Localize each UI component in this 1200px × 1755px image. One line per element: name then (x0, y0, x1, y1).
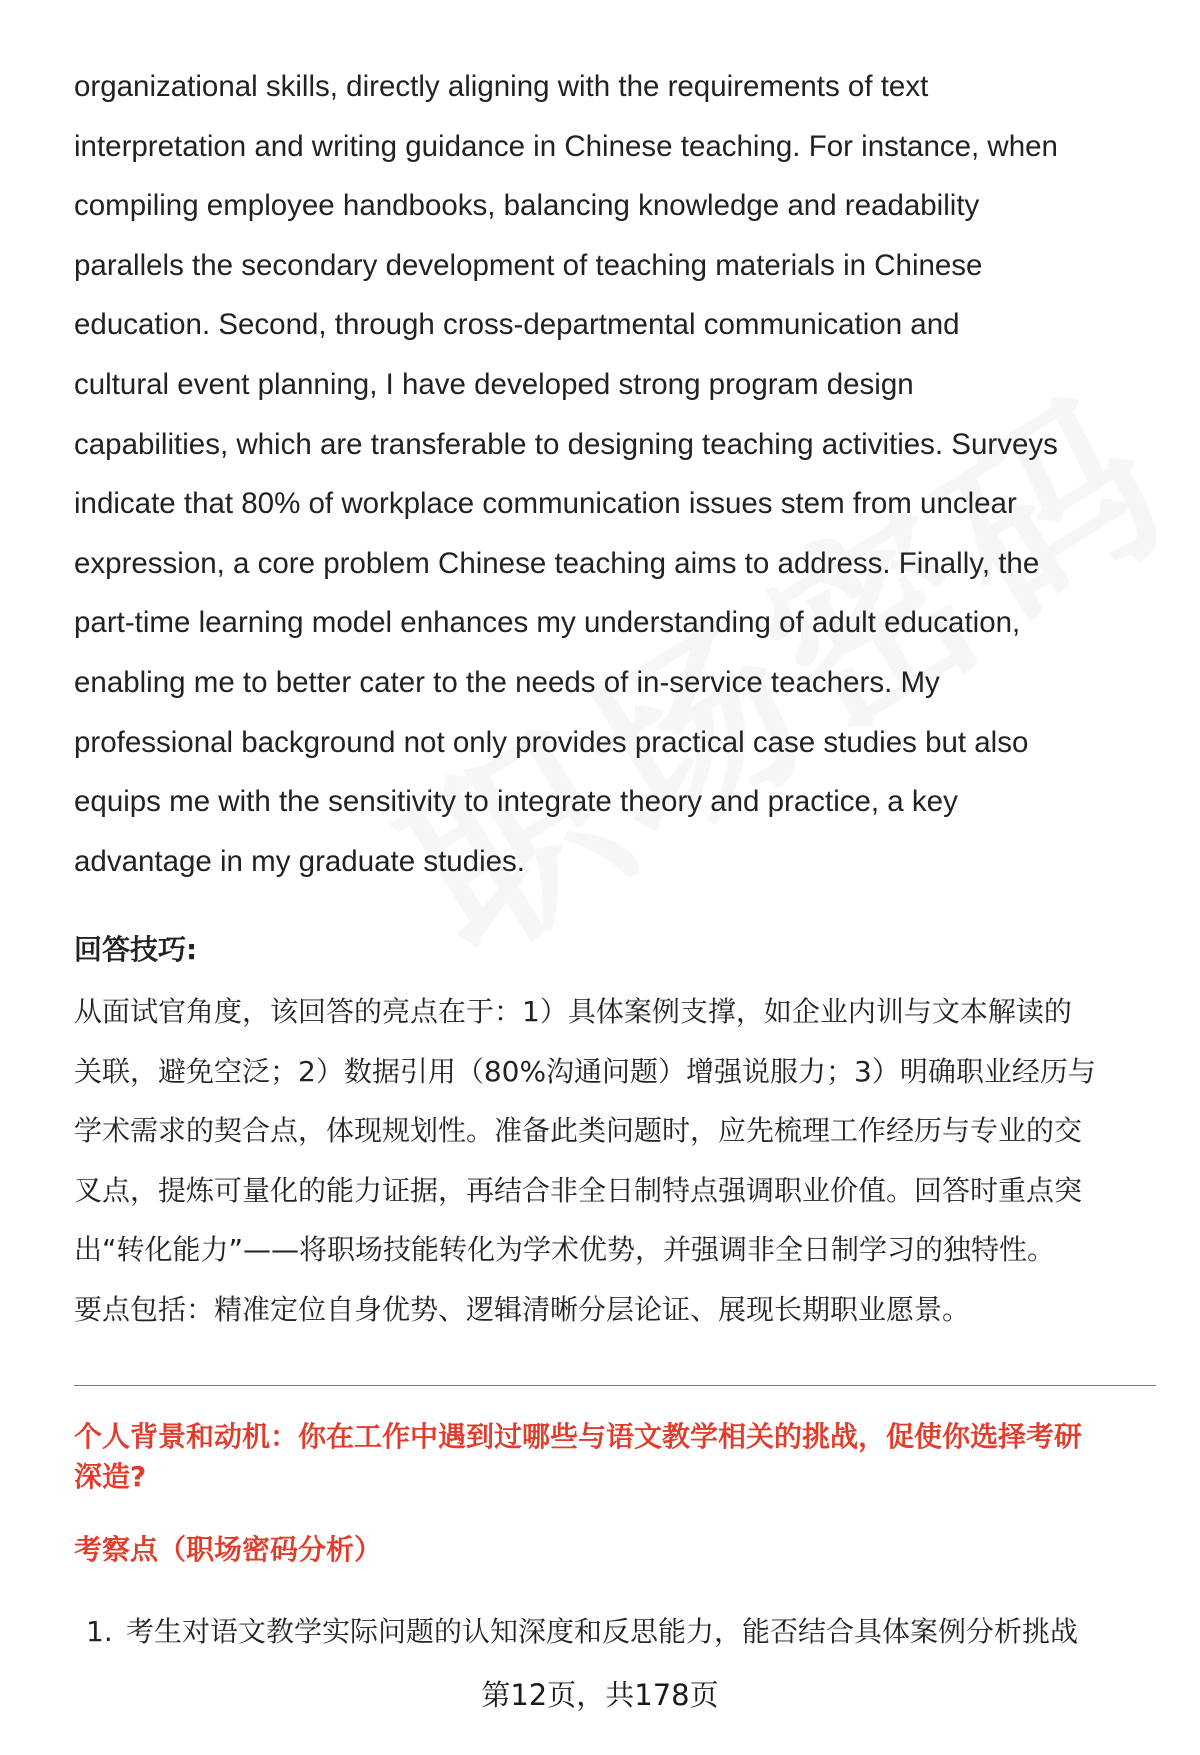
tips-line: 学术需求的契合点，体现规划性。准备此类问题时，应先梳理工作经历与专业的交 (74, 1114, 1083, 1147)
paragraph-line: capabilities, which are transferable to designing teaching activities. Surveys (74, 427, 1058, 461)
paragraph-line: equips me with the sensitivity to integrate theory and practice, a key (74, 785, 958, 819)
paragraph-line: organizational skills, directly aligning with the requirements of text (74, 70, 929, 103)
tips-line: 从面试官角度，该回答的亮点在于：1）具体案例支撑，如企业内训与文本解读的 (74, 995, 1072, 1028)
question-line: 深造? (74, 1460, 147, 1493)
list-item (86, 1607, 1078, 1657)
tips-line: 出“转化能力”——将职场技能转化为学术优势，并强调非全日制学习的独特性。 (74, 1233, 1056, 1266)
paragraph-line: expression, a core problem Chinese teaching aims to address. Finally, the (74, 546, 1040, 580)
paragraph-line: interpretation and writing guidance in Chinese teaching. For instance, when (74, 129, 1058, 163)
paragraph-line: education. Second, through cross-departmental communication and (74, 308, 960, 342)
answer-paragraph (74, 57, 1154, 891)
paragraph-line: enabling me to better cater to the needs of in-service teachers. My (74, 665, 940, 699)
tips-line: 关联，避免空泛；2）数据引用（80%沟通问题）增强说服力；3）明确职业经历与 (74, 1054, 1096, 1088)
list-item-text: 考生对语文教学实际问题的认知深度和反思能力，能否结合具体案例分析挑战 (126, 1615, 1079, 1648)
tips-line: 叉点，提炼可量化的能力证据，再结合非全日制特点强调职业价值。回答时重点突 (74, 1173, 1083, 1207)
paragraph-line: advantage in my graduate studies. (74, 844, 525, 878)
question-line: 个人背景和动机：你在工作中遇到过哪些与语文教学相关的挑战，促使你选择考研 (74, 1420, 1083, 1453)
tips-paragraph (74, 982, 1154, 1339)
section-divider (74, 1385, 1156, 1386)
paragraph-line: compiling employee handbooks, balancing knowledge and readability (74, 189, 980, 223)
page-number: 第12页，共178页 (481, 1678, 719, 1712)
paragraph-line: parallels the secondary development of teaching materials in Chinese (74, 248, 983, 282)
paragraph-line: cultural event planning, I have developed strong program design (74, 367, 914, 401)
section-title: 考察点（职场密码分析） (74, 1533, 383, 1566)
paragraph-line: professional background not only provides practical case studies but also (74, 725, 1029, 759)
paragraph-line: part-time learning model enhances my understanding of adult education, (74, 606, 1021, 640)
tips-title: 回答技巧: (74, 933, 198, 966)
list-item-number: 1. (86, 1615, 113, 1648)
question-heading (74, 1417, 1164, 1497)
tips-line: 要点包括：精准定位自身优势、逻辑清晰分层论证、展现长期职业愿景。 (74, 1292, 971, 1326)
paragraph-line: indicate that 80% of workplace communication issues stem from unclear (74, 487, 1017, 521)
